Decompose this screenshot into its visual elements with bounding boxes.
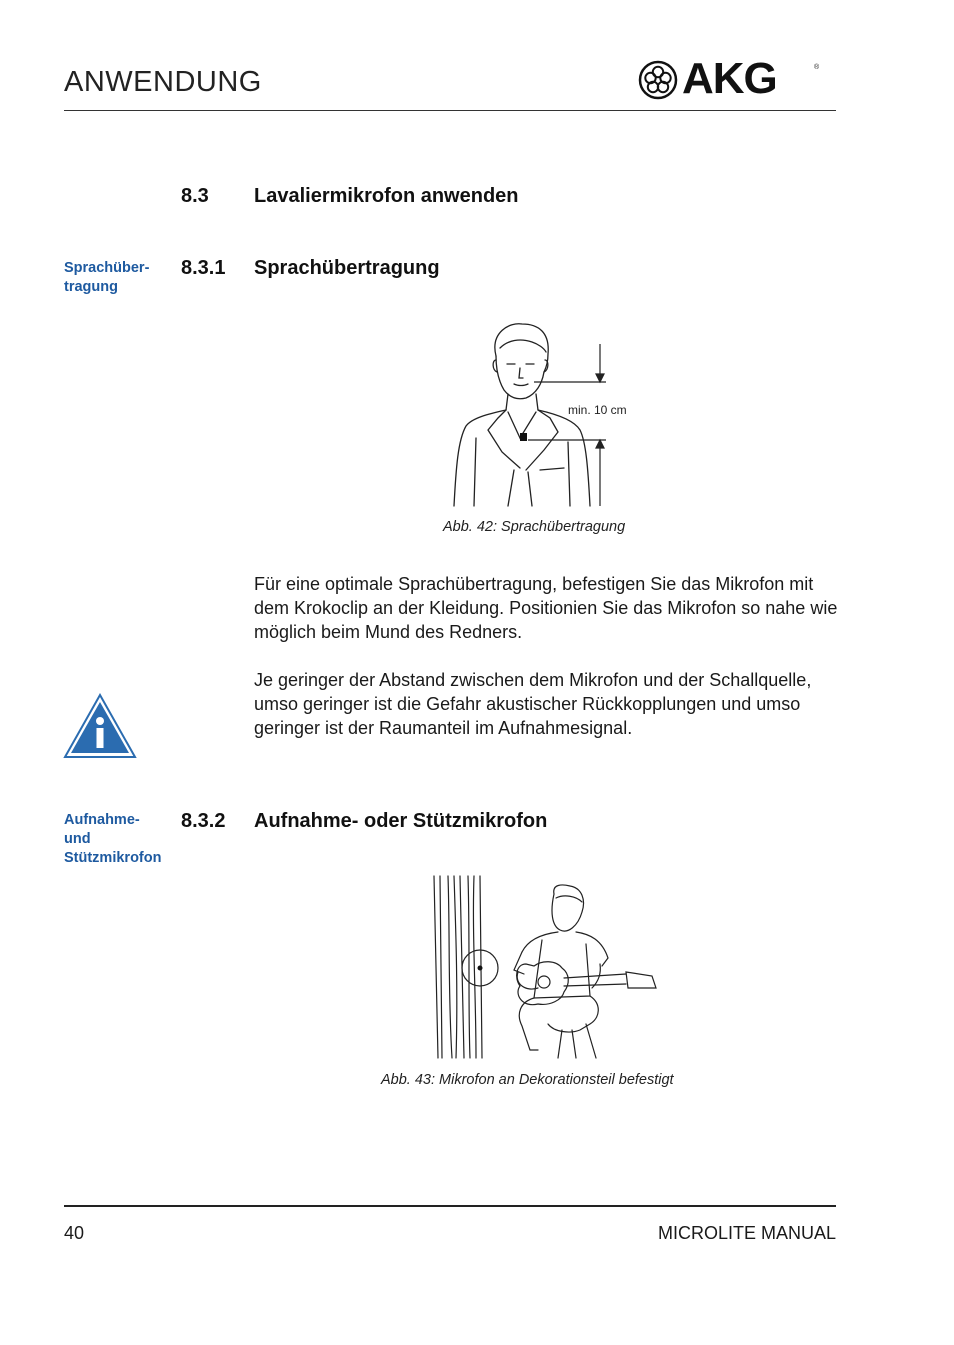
brand-name: AKG xyxy=(682,54,777,103)
side-label-line: tragung xyxy=(64,279,118,295)
side-label-stuetzmikrofon xyxy=(64,811,161,868)
paragraph-1 xyxy=(254,572,844,644)
paragraph-2 xyxy=(254,668,844,740)
figure-caption-42: Abb. 42: Sprachübertragung xyxy=(443,519,626,535)
section-heading xyxy=(181,185,781,211)
lavalier-mic-icon xyxy=(520,433,527,441)
section-number: 8.3 xyxy=(181,185,209,207)
manual-name: MICROLITE MANUAL xyxy=(657,1223,836,1243)
footer-rule xyxy=(64,1205,836,1207)
section-title: Lavaliermikrofon anwenden xyxy=(254,185,519,207)
page-header-title: ANWENDUNG xyxy=(64,66,262,98)
side-label-line: und xyxy=(64,831,91,847)
figure-caption-43: Abb. 43: Mikrofon an Dekorationsteil befestigt xyxy=(381,1072,674,1088)
subsection-title: Sprachübertragung xyxy=(254,257,440,279)
subsection-number: 8.3.2 xyxy=(181,810,226,832)
akg-logo xyxy=(638,54,823,103)
page-number: 40 xyxy=(64,1223,85,1243)
registered-mark-icon: ® xyxy=(814,64,820,71)
akg-logo-icon xyxy=(638,60,678,100)
header-rule xyxy=(64,110,836,111)
subsection-title: Aufnahme- oder Stützmikrofon xyxy=(254,810,548,832)
clip-mic-icon xyxy=(478,966,483,971)
side-label-line: Stützmikrofon xyxy=(64,850,162,866)
subsection-heading-1 xyxy=(181,257,781,283)
subsection-heading-2 xyxy=(181,810,781,836)
side-label-line: Sprachüber- xyxy=(64,260,150,276)
info-triangle-icon xyxy=(63,693,137,759)
figure-distance-label: min. 10 cm xyxy=(568,403,627,417)
figure-guitarist-illustration xyxy=(430,874,662,1060)
side-label-sprachuebertragung xyxy=(64,259,149,297)
side-label-line: Aufnahme- xyxy=(64,812,140,828)
paragraph-text: Je geringer der Abstand zwischen dem Mikrofon und der Schallquelle, umso geringer ist die Gefahr akustischer Rückkopplungen und umso geringer ist der Raumanteil im Aufnahmesignal. xyxy=(254,670,812,738)
paragraph-text: Für eine optimale Sprachübertragung, befestigen Sie das Mikrofon mit dem Krokoclip an der Kleidung. Positionien Sie das Mikrofon so nahe wie möglich beim Mund des Redners. xyxy=(254,574,838,642)
subsection-number: 8.3.1 xyxy=(181,257,226,279)
